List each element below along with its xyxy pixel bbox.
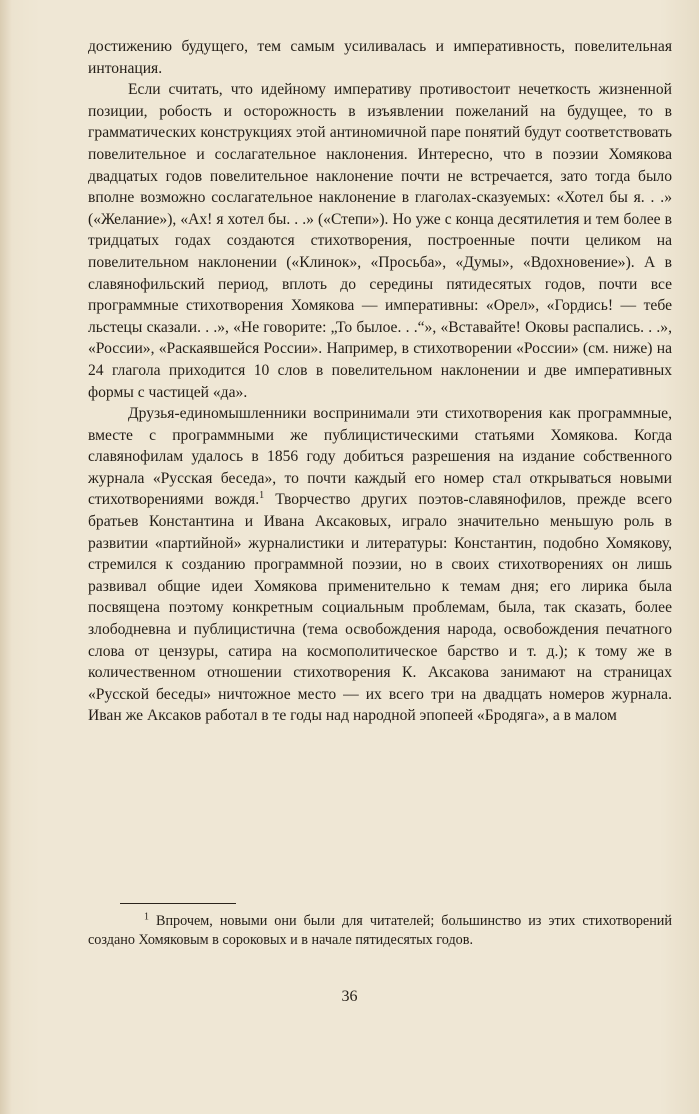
paragraph-continuation: достижению будущего, тем самым усиливалась и императивность, повелительная интонация. — [88, 38, 672, 77]
page-number: 36 — [341, 988, 358, 1005]
paragraph-friends — [88, 403, 672, 727]
footnote — [88, 912, 672, 949]
footnote-text: Впрочем, новыми они были для читателей; большинство из этих стихотворений создано Хомяковым в сороковых и в начале пятидесятых годов. — [88, 913, 672, 948]
footnote-divider — [120, 903, 236, 904]
paragraph-friends-text: Друзья-единомышленники воспринимали эти стихотворения как программные, вместе с программными же публицистическими статьями Хомякова. Когда славянофилам удалось в 1856 году добиться разрешения на издание собственного журнала «Русская беседа», то почти каждый его номер стал открываться новыми стихотворениями вождя. — [88, 405, 672, 509]
footnote-reference: 1 — [259, 490, 265, 502]
paragraph-imperative: Если считать, что идейному императиву противостоит нечеткость жизненной позиции, робость и осторожность в изъявлении пожеланий на будущее, то в грамматических конструкциях этой антиномичной паре понятий будут соответствовать повелительное и сослагательное наклонения. Интересно, что в поэзии Хомякова двадцатых годов повелительное наклонение почти не встречается, зато тогда было вполне возможно сослагательное наклонение в глаголах-сказуемых: «Хотел бы я. . .» («Желание»), «Ах! я хотел бы. . .» («Степи»). Но уже с конца десятилетия и тем более в тридцатых годах создаются стихотворения, построенные почти целиком на повелительном наклонении («Клинок», «Просьба», «Думы», «Вдохновение»). А в славянофильский период, вплоть до середины пятидесятых годов, почти все программные стихотворения Хомякова — императивны: «Орел», «Гордись! — тебе льстецы сказали. . .», «Не говорите: „То былое. . .“», «Вставайте! Оковы распались. . .», «России», «Раскаявшейся России». Например, в стихотворении «России» (см. ниже) на 24 глагола приходится 10 слов в повелительном наклонении и две императивных формы с частицей «да». — [88, 81, 672, 401]
footnote-marker: 1 — [144, 911, 149, 923]
paragraph-aksakovs-text: Творчество других поэтов-славянофилов, прежде всего братьев Константина и Ивана Аксаковых, играло значительно меньшую роль в развитии «партийной» журналистики и литературы: Константин, подобно Хомякову, стремился к созданию программной поэзии, но в своих стихотворениях он лишь развивал общие идеи Хомякова применительно к темам дня; его лирика была посвящена поэтому конкретным социальным проблемам, была, так сказать, более злободневна и публицистична (тема освобождения народа, освобождения печатного слова от цензуры, сатира на космополитическое барство и т. д.); к тому же в количественном отношении стихотворения К. Аксакова занимают на страницах «Русской беседы» ничтожное место — их всего три на двадцать номеров журнала. Иван же Аксаков работал в те годы над народной эпопеей «Бродяга», а в малом — [88, 491, 672, 725]
body-text — [88, 36, 672, 727]
